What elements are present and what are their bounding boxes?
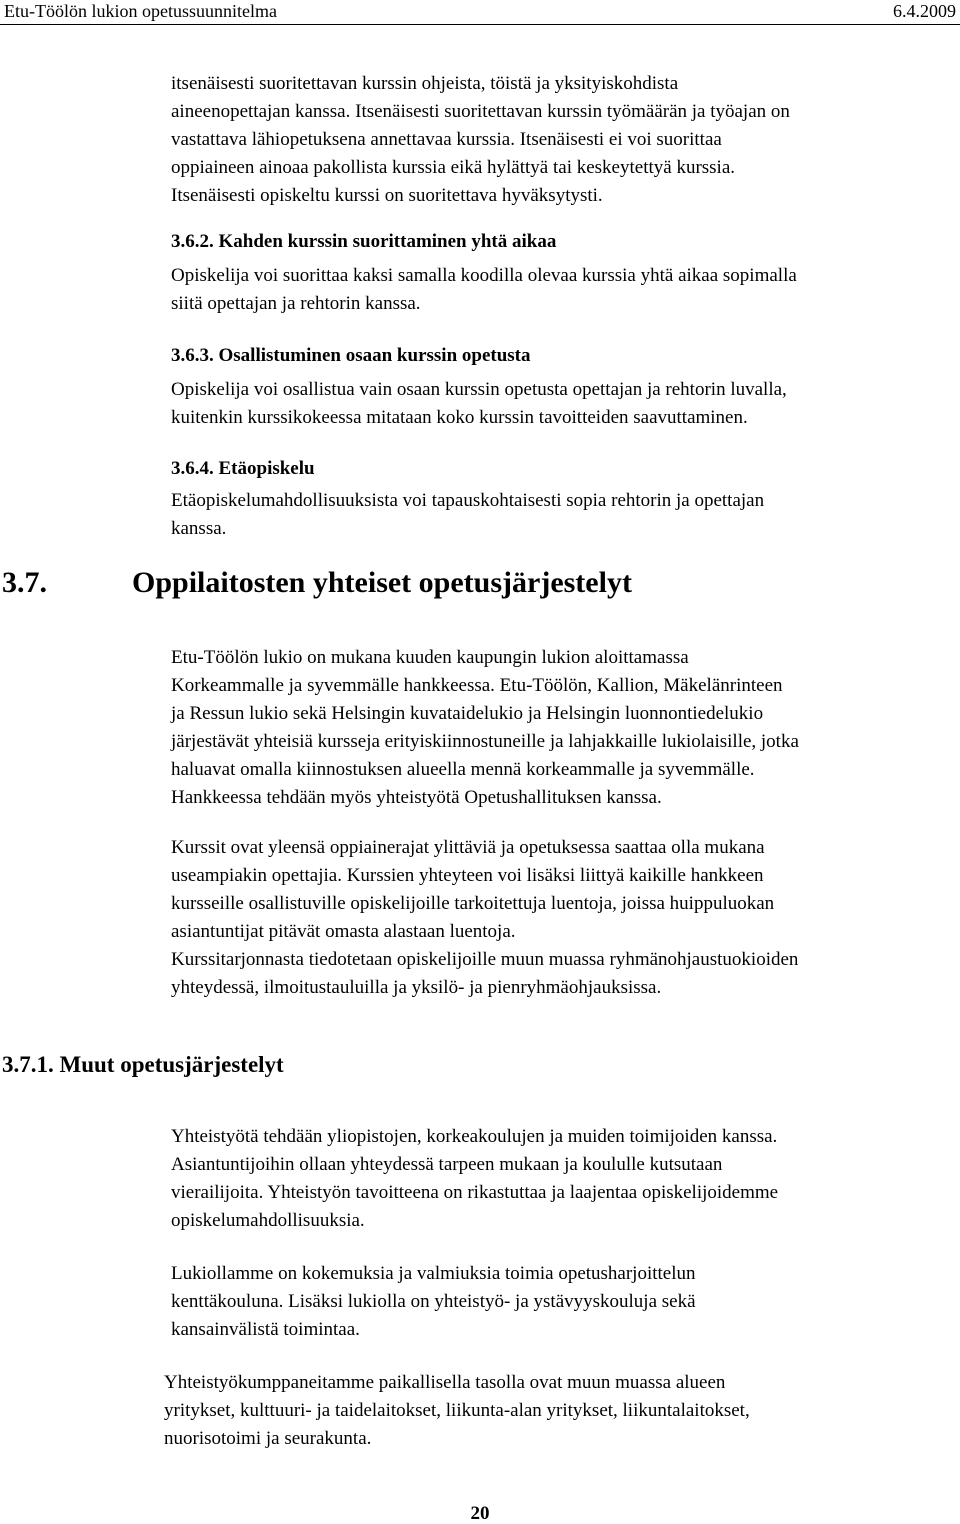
paragraph-line: Lukiollamme on kokemuksia ja valmiuksia toimia opetusharjoittelun [171,1263,696,1284]
section-3-6-2-body [171,262,797,318]
paragraph-line: nuorisotoimi ja seurakunta. [164,1428,372,1449]
paragraph-line: kansainvälistä toimintaa. [171,1319,360,1340]
section-3-6-3-body [171,376,787,432]
section-number-3-7: 3.7. [2,566,47,599]
header-divider [0,24,960,25]
paragraph-line: järjestävät yhteisiä kursseja erityiskiinnostuneille ja lahjakkaille lukiolaisille, jotka [171,731,799,752]
section-title-3-7: Oppilaitosten yhteiset opetusjärjestelyt [132,566,632,599]
paragraph-line: Kurssit ovat yleensä oppiainerajat ylittäviä ja opetuksessa saattaa olla mukana [171,837,765,858]
paragraph-line: Asiantuntijoihin ollaan yhteydessä tarpeen mukaan ja koululle kutsutaan [171,1154,723,1175]
paragraph-line: useampiakin opettajia. Kurssien yhteyteen voi lisäksi liittyä kaikille hankkeen [171,865,764,886]
paragraph-line: aineenopettajan kanssa. Itsenäisesti suoritettavan kurssin työmäärän ja työajan on [171,101,790,122]
paragraph-line: Opiskelija voi osallistua vain osaan kurssin opetusta opettajan ja rehtorin luvalla, [171,379,787,400]
paragraph-line: kuitenkin kurssikokeessa mitataan koko kurssin tavoitteiden saavuttaminen. [171,407,748,428]
paragraph-line: vastattava lähiopetuksena annettavaa kurssia. Itsenäisesti ei voi suorittaa [171,129,722,150]
paragraph-line: itsenäisesti suoritettavan kurssin ohjeista, töistä ja yksityiskohdista [171,73,679,94]
paragraph-line: Etu-Töölön lukio on mukana kuuden kaupungin lukion aloittamassa [171,647,689,668]
section-3-7-1-paragraph-1 [171,1123,778,1235]
page-number: 20 [470,1503,490,1524]
paragraph-line: yhteydessä, ilmoitustauluilla ja yksilö- ja pienryhmäohjauksissa. [171,977,662,998]
section-3-7-1-paragraph-2 [171,1260,696,1344]
paragraph-line: yritykset, kulttuuri- ja taidelaitokset, liikunta-alan yritykset, liikuntalaitokset, [164,1400,750,1421]
section-heading-3-6-4: 3.6.4. Etäopiskelu [171,458,315,479]
paragraph-line: Etäopiskelumahdollisuuksista voi tapauskohtaisesti sopia rehtorin ja opettajan [171,490,765,511]
section-heading-3-6-2: 3.6.2. Kahden kurssin suorittaminen yhtä aikaa [171,231,557,252]
paragraph-line: Kurssitarjonnasta tiedotetaan opiskelijoille muun muassa ryhmänohjaustuokioiden [171,949,799,970]
paragraph-line: kenttäkouluna. Lisäksi lukiolla on yhteistyö- ja ystävyyskouluja sekä [171,1291,696,1312]
section-3-6-4-body [171,487,764,543]
section-3-7-paragraph-2 [171,834,798,1002]
paragraph-line: haluavat omalla kiinnostuksen alueella mennä korkeammalle ja syvemmälle. [171,759,755,780]
paragraph-line: Yhteistyökumppaneitamme paikallisella tasolla ovat muun muassa alueen [164,1372,726,1393]
section-heading-3-6-3: 3.6.3. Osallistuminen osaan kurssin opetusta [171,345,531,366]
paragraph-line: siitä opettajan ja rehtorin kanssa. [171,293,421,314]
paragraph-line: Yhteistyötä tehdään yliopistojen, korkeakoulujen ja muiden toimijoiden kanssa. [171,1126,778,1147]
paragraph-line: Opiskelija voi suorittaa kaksi samalla koodilla olevaa kurssia yhtä aikaa sopimalla [171,265,797,286]
header-date: 6.4.2009 [893,1,956,21]
section-heading-3-7-1: 3.7.1. Muut opetusjärjestelyt [2,1052,284,1077]
paragraph-line: kursseille osallistuville opiskelijoille tarkoitettuja luentoja, joissa huippuluokan [171,893,775,914]
paragraph-line: oppiaineen ainoaa pakollista kurssia eikä hylättyä tai keskeytettyä kurssia. [171,157,736,178]
paragraph-line: vierailijoita. Yhteistyön tavoitteena on rikastuttaa ja laajentaa opiskelijoidemme [171,1182,779,1203]
intro-paragraph [171,70,790,210]
paragraph-line: asiantuntijat pitävät omasta alastaan luentoja. [171,921,516,942]
paragraph-line: opiskelumahdollisuuksia. [171,1210,365,1231]
paragraph-line: Itsenäisesti opiskeltu kurssi on suoritettava hyväksytysti. [171,185,603,206]
section-3-7-1-paragraph-3 [164,1369,750,1453]
header-title: Etu-Töölön lukion opetussuunnitelma [4,1,277,21]
paragraph-line: kanssa. [171,518,227,539]
paragraph-line: Hankkeessa tehdään myös yhteistyötä Opetushallituksen kanssa. [171,787,662,808]
section-3-7-paragraph-1 [171,644,799,812]
paragraph-line: ja Ressun lukio sekä Helsingin kuvataidelukio ja Helsingin luonnontiedelukio [171,703,764,724]
paragraph-line: Korkeammalle ja syvemmälle hankkeessa. Etu-Töölön, Kallion, Mäkelänrinteen [171,675,783,696]
